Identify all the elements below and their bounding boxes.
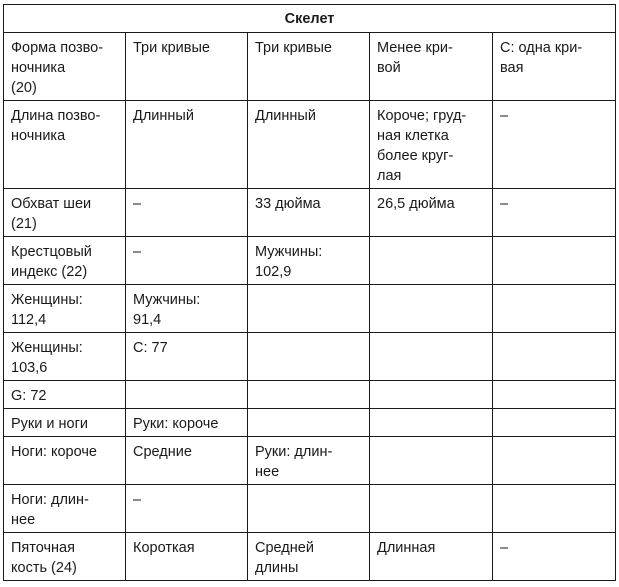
table-cell: – bbox=[126, 485, 248, 533]
table-cell: – bbox=[493, 533, 616, 581]
table-cell: Женщины: 103,6 bbox=[4, 333, 126, 381]
table-cell: Крестцовый индекс (22) bbox=[4, 237, 126, 285]
table-cell: Руки: короче bbox=[126, 409, 248, 437]
table-cell bbox=[493, 409, 616, 437]
table-cell: 33 дюйма bbox=[248, 189, 370, 237]
table-cell bbox=[370, 485, 493, 533]
table-cell bbox=[493, 333, 616, 381]
table-cell bbox=[370, 409, 493, 437]
skeleton-table bbox=[3, 4, 616, 581]
table-cell bbox=[493, 285, 616, 333]
table-cell: Форма позво- ночника (20) bbox=[4, 33, 126, 101]
table-cell bbox=[248, 333, 370, 381]
table-cell: С: одна кри- вая bbox=[493, 33, 616, 101]
table-title: Скелет bbox=[4, 5, 616, 33]
table-row bbox=[4, 333, 616, 381]
table-row bbox=[4, 381, 616, 409]
table-cell: Пяточная кость (24) bbox=[4, 533, 126, 581]
table-cell: Средней длины bbox=[248, 533, 370, 581]
table-cell: – bbox=[493, 189, 616, 237]
table-cell: Длинная bbox=[370, 533, 493, 581]
table-cell: 26,5 дюйма bbox=[370, 189, 493, 237]
table-cell bbox=[126, 381, 248, 409]
table-cell: Руки и ноги bbox=[4, 409, 126, 437]
table-cell: Мужчины: 91,4 bbox=[126, 285, 248, 333]
table-cell bbox=[493, 381, 616, 409]
table-cell: С: 77 bbox=[126, 333, 248, 381]
table-cell: – bbox=[126, 237, 248, 285]
table-cell: Женщины: 112,4 bbox=[4, 285, 126, 333]
table-cell bbox=[248, 485, 370, 533]
table-cell: – bbox=[126, 189, 248, 237]
table-cell bbox=[370, 333, 493, 381]
table-cell bbox=[248, 285, 370, 333]
skeleton-table-container bbox=[3, 4, 615, 581]
table-row bbox=[4, 285, 616, 333]
table-cell: – bbox=[493, 101, 616, 189]
table-cell: Длина позво- ночника bbox=[4, 101, 126, 189]
table-cell bbox=[493, 437, 616, 485]
table-cell: Длинный bbox=[248, 101, 370, 189]
table-cell: Три кривые bbox=[126, 33, 248, 101]
table-row bbox=[4, 237, 616, 285]
table-cell bbox=[370, 285, 493, 333]
table-row bbox=[4, 437, 616, 485]
table-row bbox=[4, 189, 616, 237]
table-cell: Короче; груд- ная клетка более круг- лая bbox=[370, 101, 493, 189]
table-cell bbox=[370, 381, 493, 409]
table-cell: Ноги: длин- нее bbox=[4, 485, 126, 533]
table-cell: Менее кри- вой bbox=[370, 33, 493, 101]
table-cell: Длинный bbox=[126, 101, 248, 189]
table-cell: Короткая bbox=[126, 533, 248, 581]
table-cell: Руки: длин- нее bbox=[248, 437, 370, 485]
table-cell bbox=[248, 381, 370, 409]
table-cell: G: 72 bbox=[4, 381, 126, 409]
table-cell bbox=[370, 437, 493, 485]
table-cell: Три кривые bbox=[248, 33, 370, 101]
table-cell bbox=[248, 409, 370, 437]
table-row bbox=[4, 485, 616, 533]
table-cell bbox=[493, 237, 616, 285]
table-cell: Мужчины: 102,9 bbox=[248, 237, 370, 285]
table-cell bbox=[370, 237, 493, 285]
table-cell: Ноги: короче bbox=[4, 437, 126, 485]
table-header-row bbox=[4, 5, 616, 33]
table-row bbox=[4, 533, 616, 581]
table-row bbox=[4, 33, 616, 101]
table-cell bbox=[493, 485, 616, 533]
table-cell: Средние bbox=[126, 437, 248, 485]
table-row bbox=[4, 101, 616, 189]
table-cell: Обхват шеи (21) bbox=[4, 189, 126, 237]
table-row bbox=[4, 409, 616, 437]
